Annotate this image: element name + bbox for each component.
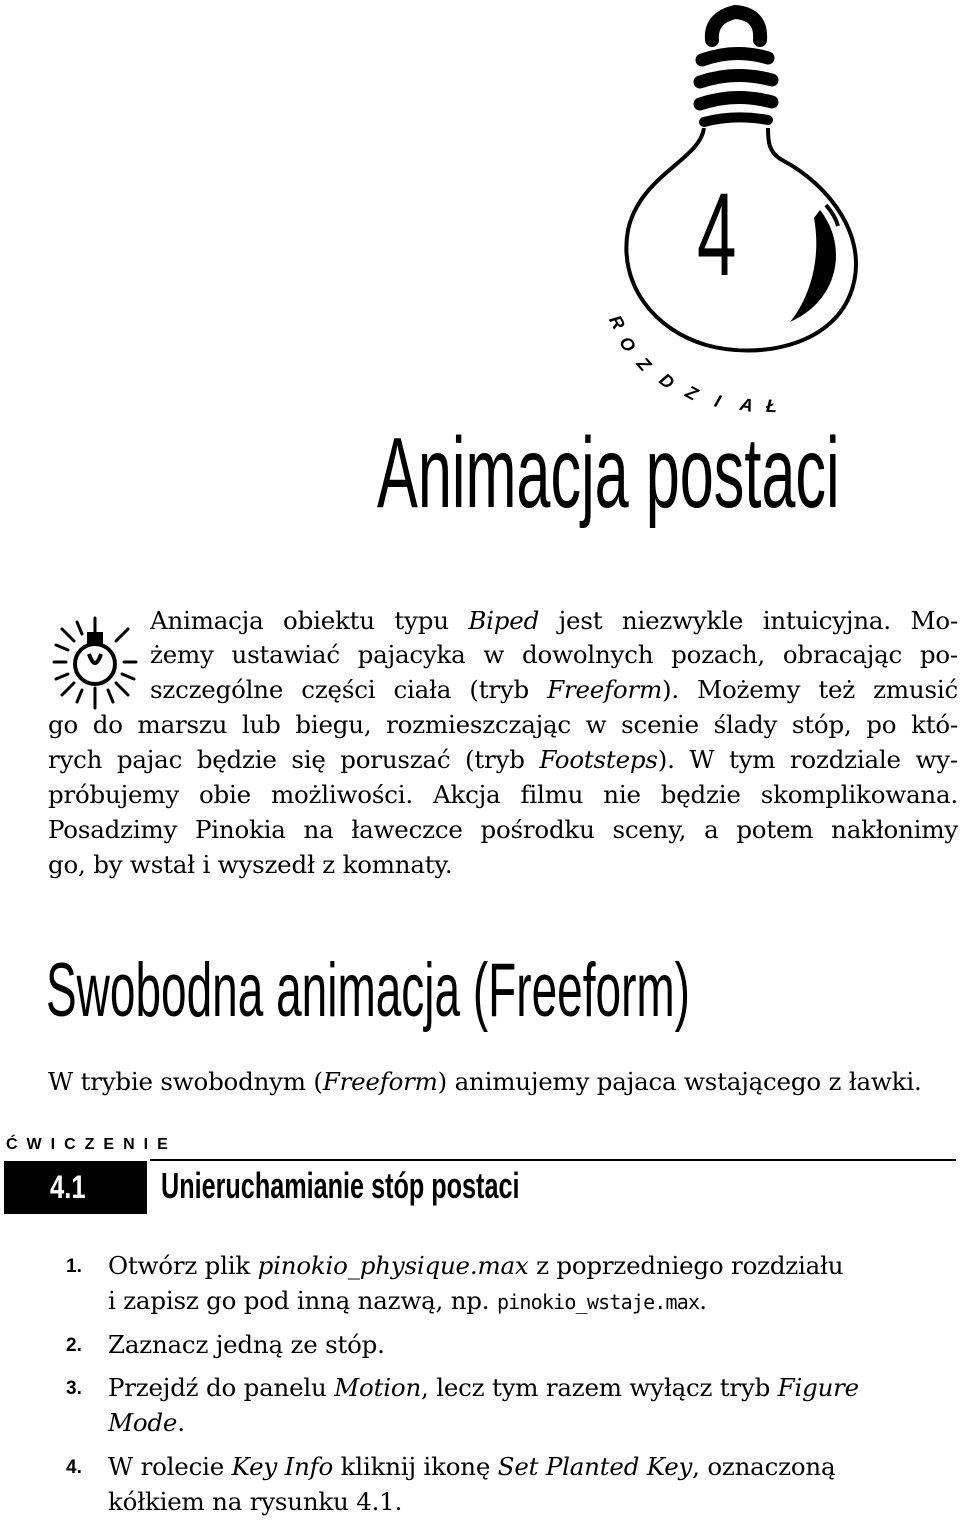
emphasis-text: Biped (468, 606, 540, 635)
text-run: szczególne części ciała (tryb (150, 675, 548, 704)
text-run: żemy ustawiać pajacyka w dowolnych pozach, obracając po- (150, 640, 958, 669)
chapter-label-letter: Z (632, 353, 655, 375)
chapter-number: 4 (697, 169, 737, 301)
exercise-title: Unieruchamianie stóp postaci (161, 1165, 520, 1206)
text-run: kliknij ikonę (333, 1452, 498, 1481)
text-run: Otwórz plik (108, 1251, 258, 1280)
text-run: rych pajac będzie się poruszać (tryb (48, 745, 540, 774)
text-run: kółkiem na rysunku 4.1. (108, 1487, 403, 1516)
filename-text: pinokio_wstaje.max (496, 1290, 700, 1314)
tip-bulb-icon (52, 612, 138, 712)
step-number: 4. (66, 1457, 82, 1478)
text-run: Posadzimy Pinokia na ławeczce pośrodku sceny, a potem nakłonimy (48, 815, 958, 844)
step-text (108, 1248, 843, 1320)
intro-line (48, 708, 958, 742)
text-run: Przejdź do panelu (108, 1373, 335, 1402)
intro-line (48, 778, 958, 812)
text-run: , oznaczoną (692, 1452, 836, 1481)
intro-line (48, 848, 452, 882)
section-intro (48, 1067, 922, 1096)
chapter-label-letter: Ł (765, 395, 778, 417)
chapter-label-letter: I (712, 390, 724, 412)
text-run: jest niezwykle intuicyjna. Mo- (539, 606, 958, 635)
chapter-label-letter: D (655, 369, 679, 393)
chapter-label (0, 0, 960, 420)
text-run: . (699, 1286, 707, 1315)
chapter-label-letter: R (605, 311, 629, 333)
chapter-label-letter: A (738, 394, 755, 416)
text-run: z poprzedniego rozdziału (528, 1251, 844, 1280)
emphasis-text: Figure (777, 1373, 859, 1402)
step-text (108, 1327, 385, 1362)
intro-line (48, 813, 958, 847)
step-number: 3. (66, 1378, 82, 1399)
exercise-label: ĆWICZENIE (6, 1136, 177, 1153)
chapter-label-letter: Z (682, 381, 702, 405)
text-run: Animacja obiektu typu (150, 606, 469, 635)
text-run: , lecz tym razem wyłącz tryb (421, 1373, 778, 1402)
chapter-title: Animacja postaci (377, 417, 840, 529)
emphasis-text: Freeform (322, 1067, 438, 1096)
emphasis-text: pinokio_physique.max (257, 1251, 529, 1280)
step-text (108, 1449, 835, 1519)
intro-line (48, 743, 958, 777)
text-run: W trybie swobodnym ( (48, 1067, 323, 1096)
exercise-divider (150, 1159, 956, 1161)
step-number: 1. (66, 1256, 82, 1277)
emphasis-text: Mode (108, 1408, 178, 1437)
emphasis-text: Set Planted Key (497, 1452, 693, 1481)
text-run: ). W tym rozdziale wy- (657, 745, 958, 774)
text-run: ). Możemy też zmusić (662, 675, 959, 704)
text-run: go do marszu lub biegu, rozmieszczając w scenie ślady stóp, po któ- (48, 710, 958, 739)
text-run: go, by wstał i wyszedł z komnaty. (48, 850, 453, 879)
emphasis-text: Motion (334, 1373, 422, 1402)
step-number: 2. (66, 1335, 82, 1356)
chapter-label-letter: O (615, 332, 640, 356)
text-run: próbujemy obie możliwości. Akcja filmu nie będzie skomplikowana. (48, 780, 958, 809)
exercise-number: 4.1 (50, 1169, 86, 1205)
emphasis-text: Key Info (231, 1452, 334, 1481)
text-run: Zaznacz jedną ze stóp. (108, 1330, 385, 1359)
emphasis-text: Freeform (547, 675, 663, 704)
intro-line (150, 604, 958, 638)
text-run: W rolecie (108, 1452, 232, 1481)
step-text (108, 1370, 859, 1440)
section-heading: Swobodna animacja (Freeform) (46, 948, 690, 1033)
intro-line (150, 638, 958, 672)
text-run: . (177, 1408, 185, 1437)
emphasis-text: Footsteps (539, 745, 658, 774)
text-run: ) animujemy pajaca wstającego z ławki. (437, 1067, 922, 1096)
intro-line (150, 673, 958, 707)
text-run: i zapisz go pod inną nazwą, np. (108, 1286, 497, 1315)
